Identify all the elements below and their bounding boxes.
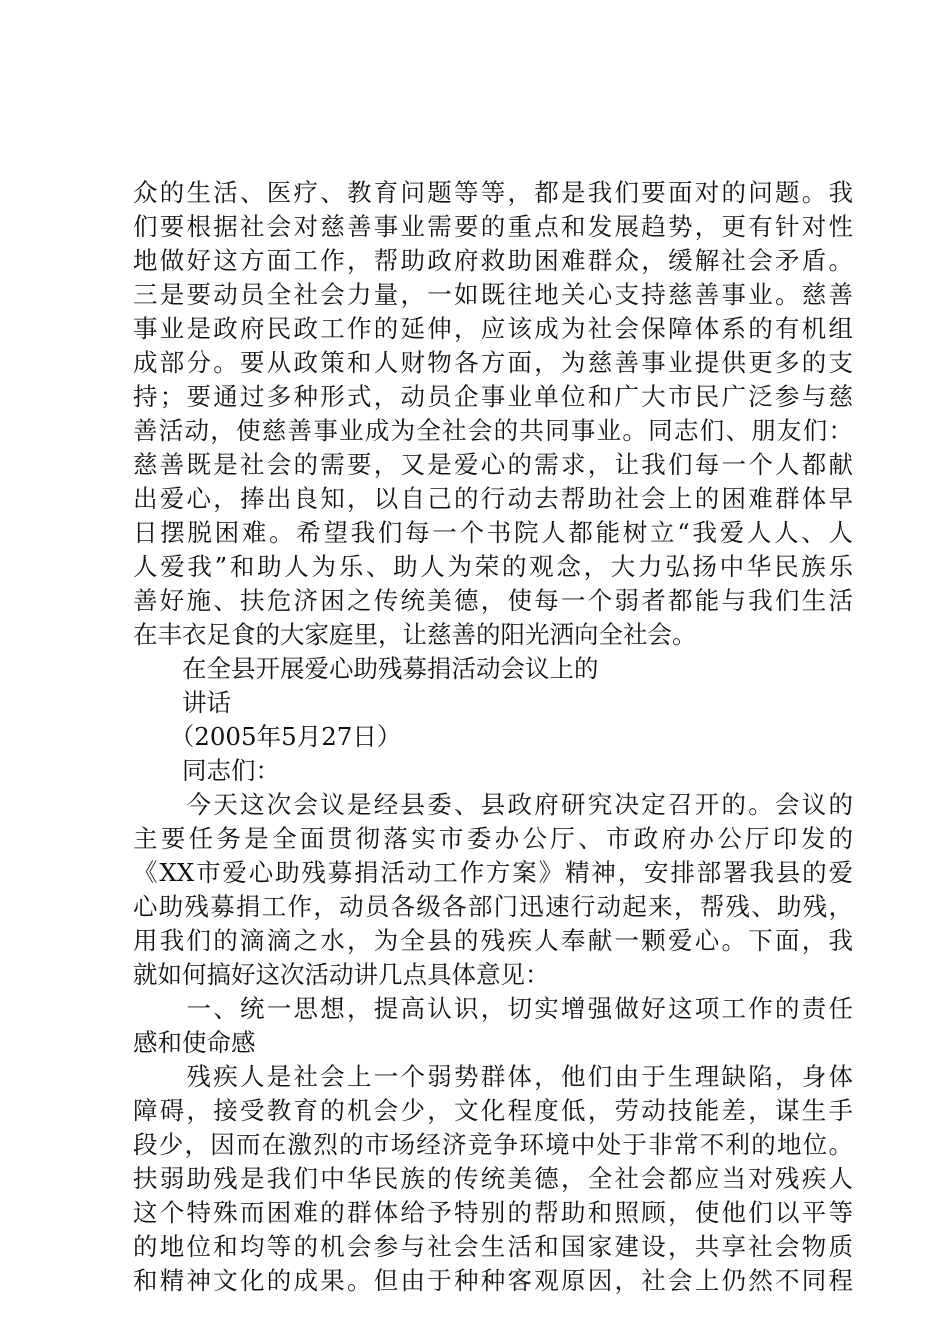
speech-date: （2005年5月27日） (133, 722, 402, 751)
text-line: 段少，因而在激烈的市场经济竞争环境中处于非常不利的地位。 (133, 1130, 853, 1159)
text-line: 持；要通过多种形式，动员企事业单位和广大市民广泛参与慈 (133, 382, 853, 411)
text-line: 事业是政府民政工作的延伸，应该成为社会保障体系的有机组 (133, 314, 853, 343)
text-line: 日摆脱困难。希望我们每一个书院人都能树立“我爱人人、人 (133, 518, 853, 547)
text-line: 善好施、扶危济困之传统美德，使每一个弱者都能与我们生活 (133, 586, 853, 615)
section-heading-line-1: 一、统一思想，提高认识，切实增强做好这项工作的责任 (133, 994, 853, 1023)
text-line: 们要根据社会对慈善事业需要的重点和发展趋势，更有针对性 (133, 212, 853, 241)
text-line: 出爱心，捧出良知，以自己的行动去帮助社会上的困难群体早 (133, 484, 853, 513)
text-line: 三是要动员全社会力量，一如既往地关心支持慈善事业。慈善 (133, 280, 853, 309)
text-line: 心助残募捐工作，动员各级各部门迅速行动起来，帮残、助残， (133, 892, 853, 921)
text-line: 在丰衣足食的大家庭里，让慈善的阳光洒向全社会。 (133, 620, 697, 649)
speech-title-line-2: 讲话 (133, 688, 231, 717)
text-line: 今天这次会议是经县委、县政府研究决定召开的。会议的 (133, 790, 853, 819)
text-line: 慈善既是社会的需要，又是爱心的需求，让我们每一个人都献 (133, 450, 853, 479)
text-line: 众的生活、医疗、教育问题等等，都是我们要面对的问题。我 (133, 178, 853, 207)
text-line: 的地位和均等的机会参与社会生活和国家建设，共享社会物质 (133, 1232, 853, 1261)
text-line: 用我们的滴滴之水，为全县的残疾人奉献一颗爱心。下面，我 (133, 926, 853, 955)
text-line: 人爱我”和助人为乐、助人为荣的观念，大力弘扬中华民族乐 (133, 552, 853, 581)
text-line: 残疾人是社会上一个弱势群体，他们由于生理缺陷，身体 (133, 1062, 853, 1091)
text-line: 障碍，接受教育的机会少，文化程度低，劳动技能差，谋生手 (133, 1096, 853, 1125)
text-line: 和精神文化的成果。但由于种种客观原因，社会上仍然不同程 (133, 1266, 853, 1295)
text-line: 就如何搞好这次活动讲几点具体意见： (133, 960, 550, 989)
text-line: 这个特殊而困难的群体给予特别的帮助和照顾，使他们以平等 (133, 1198, 853, 1227)
text-line: 地做好这方面工作，帮助政府救助困难群众，缓解社会矛盾。 (133, 246, 853, 275)
text-line: 主要任务是全面贯彻落实市委办公厅、市政府办公厅印发的 (133, 824, 853, 853)
salutation: 同志们： (133, 756, 280, 785)
section-heading-line-2: 感和使命感 (133, 1028, 256, 1057)
speech-title-line-1: 在全县开展爱心助残募捐活动会议上的 (133, 654, 599, 683)
text-line: 善活动，使慈善事业成为全社会的共同事业。同志们、朋友们： (133, 416, 853, 445)
text-line: 成部分。要从政策和人财物各方面，为慈善事业提供更多的支 (133, 348, 853, 377)
text-line: 扶弱助残是我们中华民族的传统美德，全社会都应当对残疾人 (133, 1164, 853, 1193)
text-line: 《XX市爱心助残募捐活动工作方案》精神，安排部署我县的爱 (133, 858, 853, 887)
